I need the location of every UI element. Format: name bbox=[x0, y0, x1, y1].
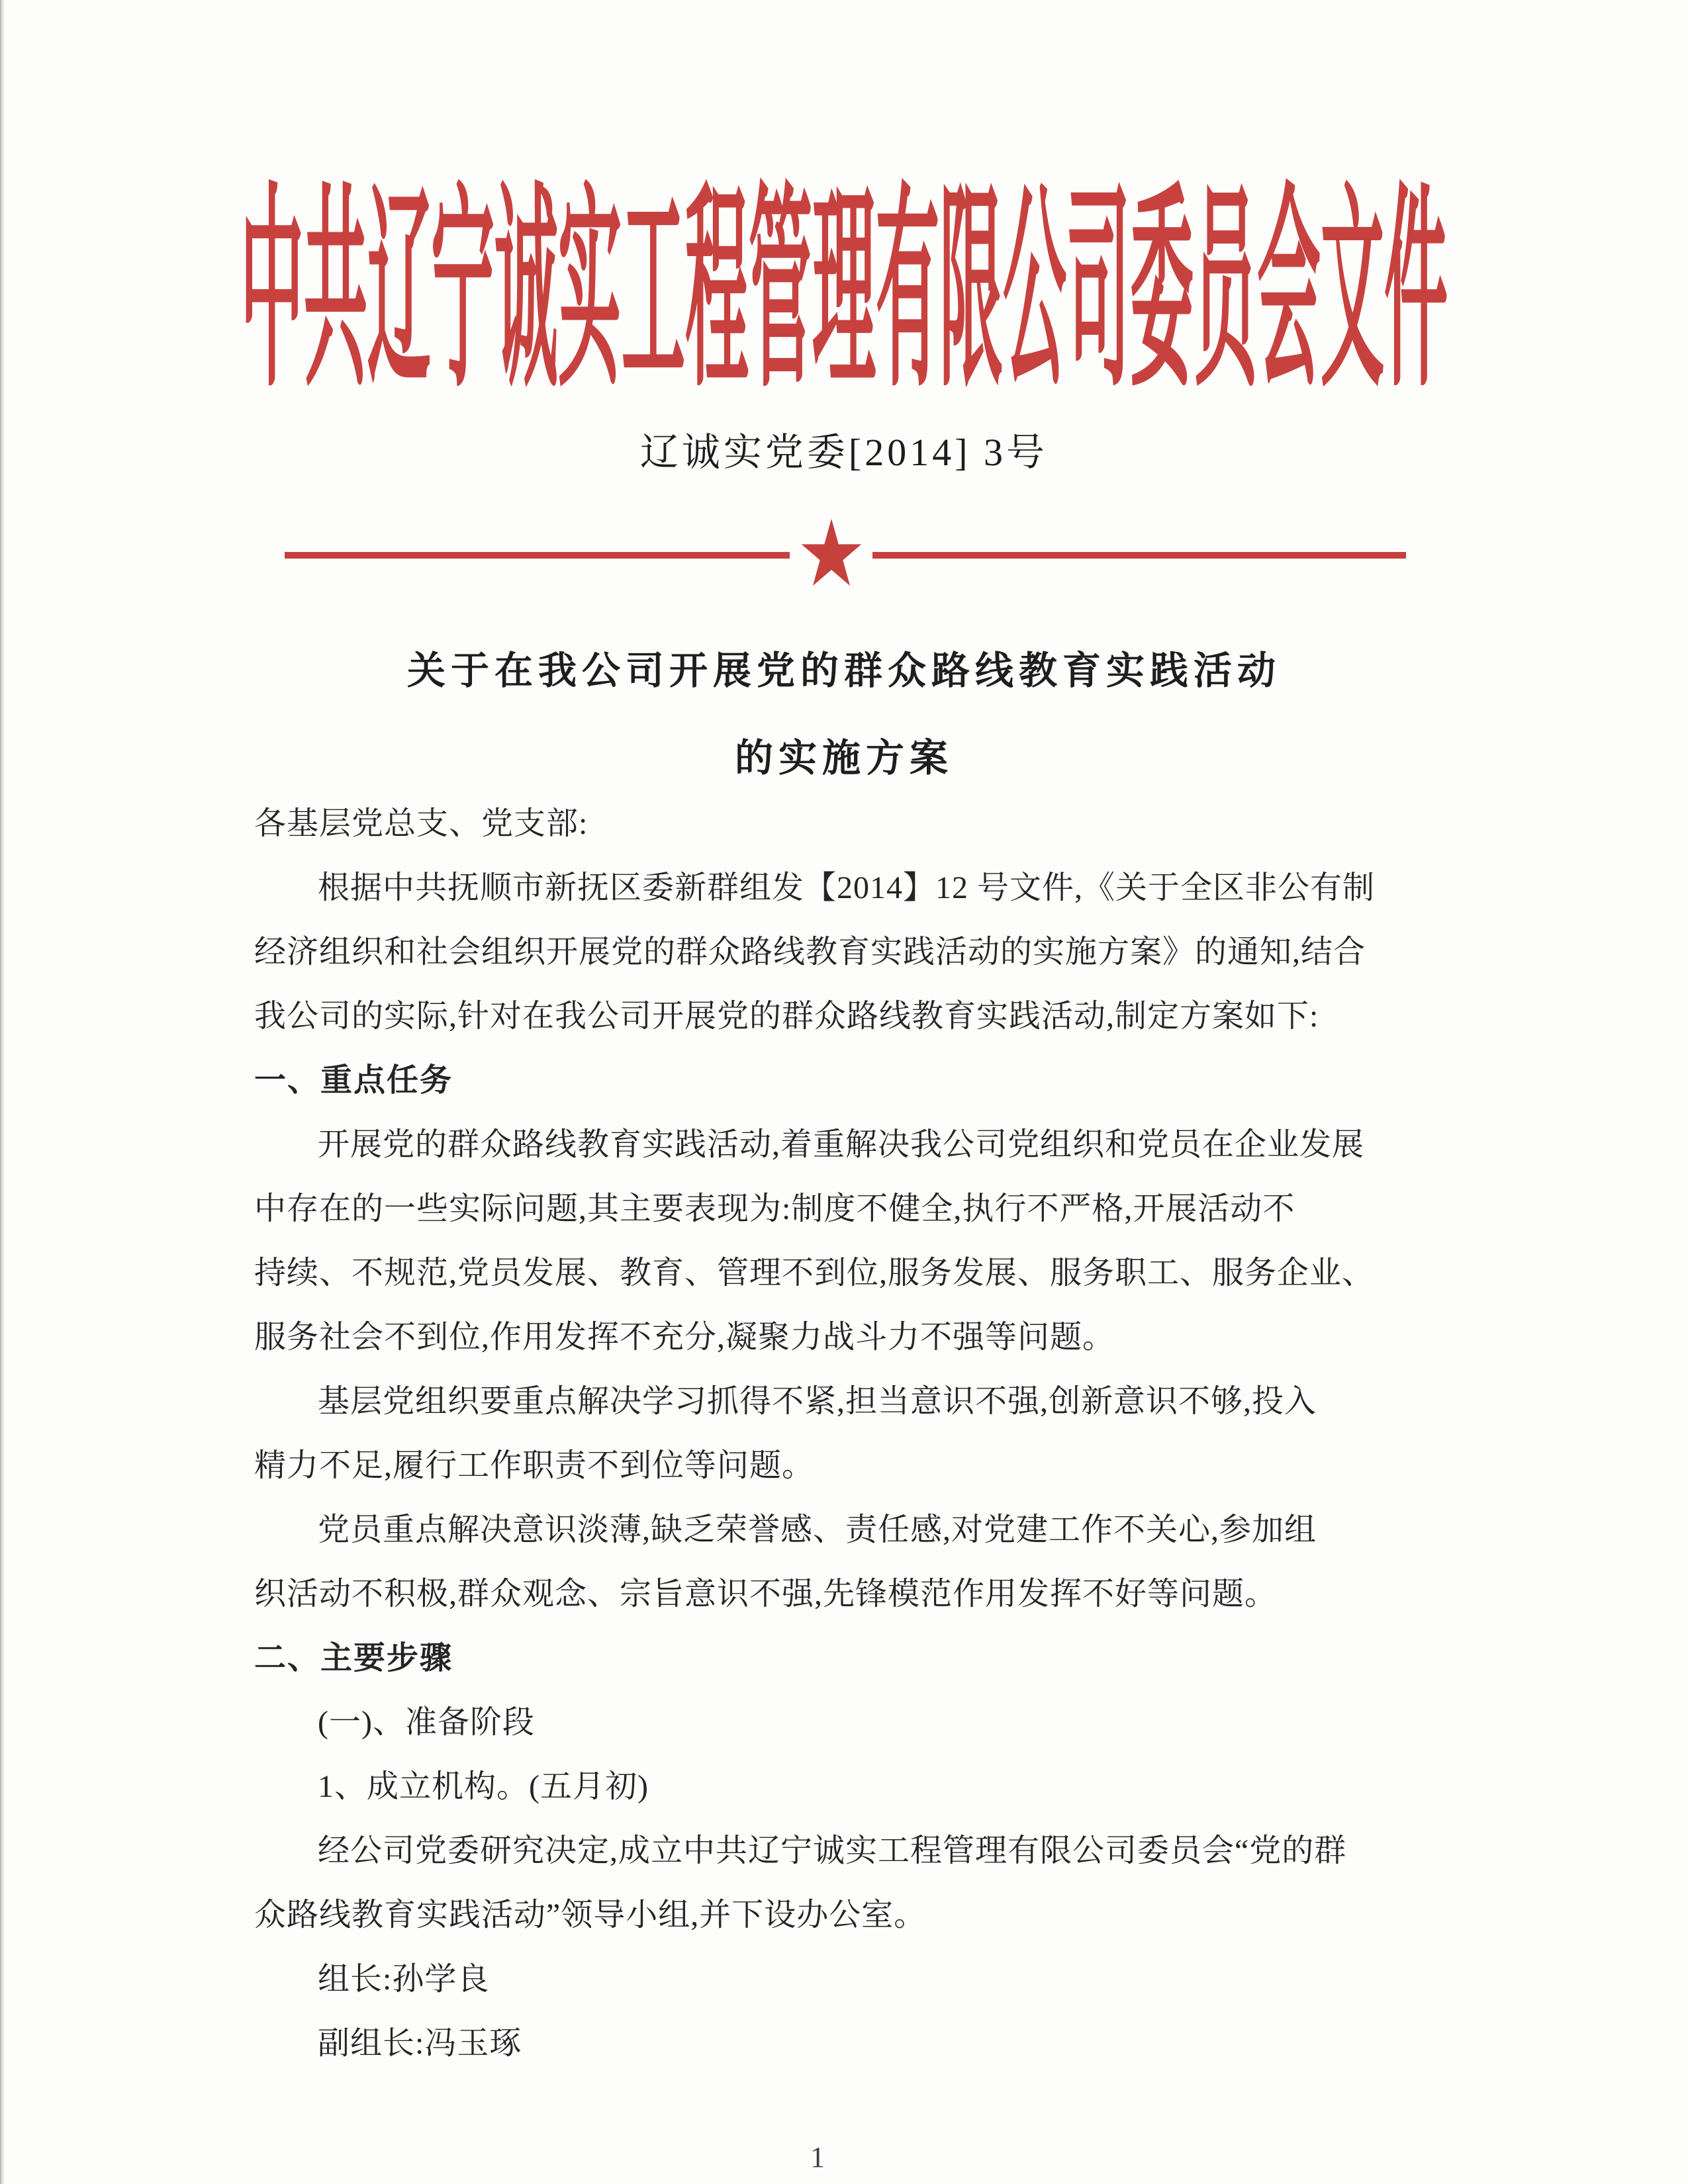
red-rule-right bbox=[872, 552, 1406, 559]
red-star-icon: ★ bbox=[796, 499, 867, 608]
body-line: 开展党的群众路线教育实践活动,着重解决我公司党组织和党员在企业发展 bbox=[318, 1127, 1365, 1162]
body-line: 各基层党总支、党支部: bbox=[254, 806, 588, 841]
document-body bbox=[254, 792, 1472, 2075]
red-rule-left bbox=[285, 552, 790, 559]
document-title-line2: 的实施方案 bbox=[734, 737, 953, 780]
body-line: 我公司的实际,针对在我公司开展党的群众路线教育实践活动,制定方案如下: bbox=[254, 999, 1319, 1034]
document-number: 辽诚实党委[2014] 3号 bbox=[639, 431, 1049, 474]
body-line: 二、主要步骤 bbox=[254, 1641, 453, 1676]
body-line: 组长:孙学良 bbox=[318, 1962, 490, 1997]
body-line: 副组长:冯玉琢 bbox=[318, 2026, 522, 2061]
body-line: 一、重点任务 bbox=[254, 1063, 453, 1098]
body-line: 党员重点解决意识淡薄,缺乏荣誉感、责任感,对党建工作不关心,参加组 bbox=[318, 1512, 1317, 1547]
body-line: 根据中共抚顺市新抚区委新群组发【2014】12 号文件,《关于全区非公有制 bbox=[318, 870, 1376, 905]
body-line: 织活动不积极,群众观念、宗旨意识不强,先锋模范作用发挥不好等问题。 bbox=[254, 1576, 1278, 1612]
body-line: 1、成立机构。(五月初) bbox=[318, 1769, 649, 1804]
document-header-title: 中共辽宁诚实工程管理有限公司委员会文件 bbox=[240, 170, 1448, 413]
body-line: 众路线教育实践活动”领导小组,并下设办公室。 bbox=[254, 1897, 927, 1933]
page-number: 1 bbox=[810, 2141, 825, 2173]
body-line: 经公司党委研究决定,成立中共辽宁诚实工程管理有限公司委员会“党的群 bbox=[318, 1833, 1347, 1868]
body-line: 中存在的一些实际问题,其主要表现为:制度不健全,执行不严格,开展活动不 bbox=[254, 1191, 1295, 1226]
body-line: 精力不足,履行工作职责不到位等问题。 bbox=[254, 1448, 815, 1483]
body-line: 服务社会不到位,作用发挥不充分,凝聚力战斗力不强等问题。 bbox=[254, 1320, 1115, 1355]
document-title-line1: 关于在我公司开展党的群众路线教育实践活动 bbox=[406, 649, 1281, 692]
body-line: 基层党组织要重点解决学习抓得不紧,担当意识不强,创新意识不够,投入 bbox=[318, 1384, 1317, 1419]
body-line: 持续、不规范,党员发展、教育、管理不到位,服务发展、服务职工、服务企业、 bbox=[254, 1255, 1375, 1291]
body-line: (一)、准备阶段 bbox=[318, 1705, 535, 1740]
body-line: 经济组织和社会组织开展党的群众路线教育实践活动的实施方案》的通知,结合 bbox=[254, 934, 1366, 970]
